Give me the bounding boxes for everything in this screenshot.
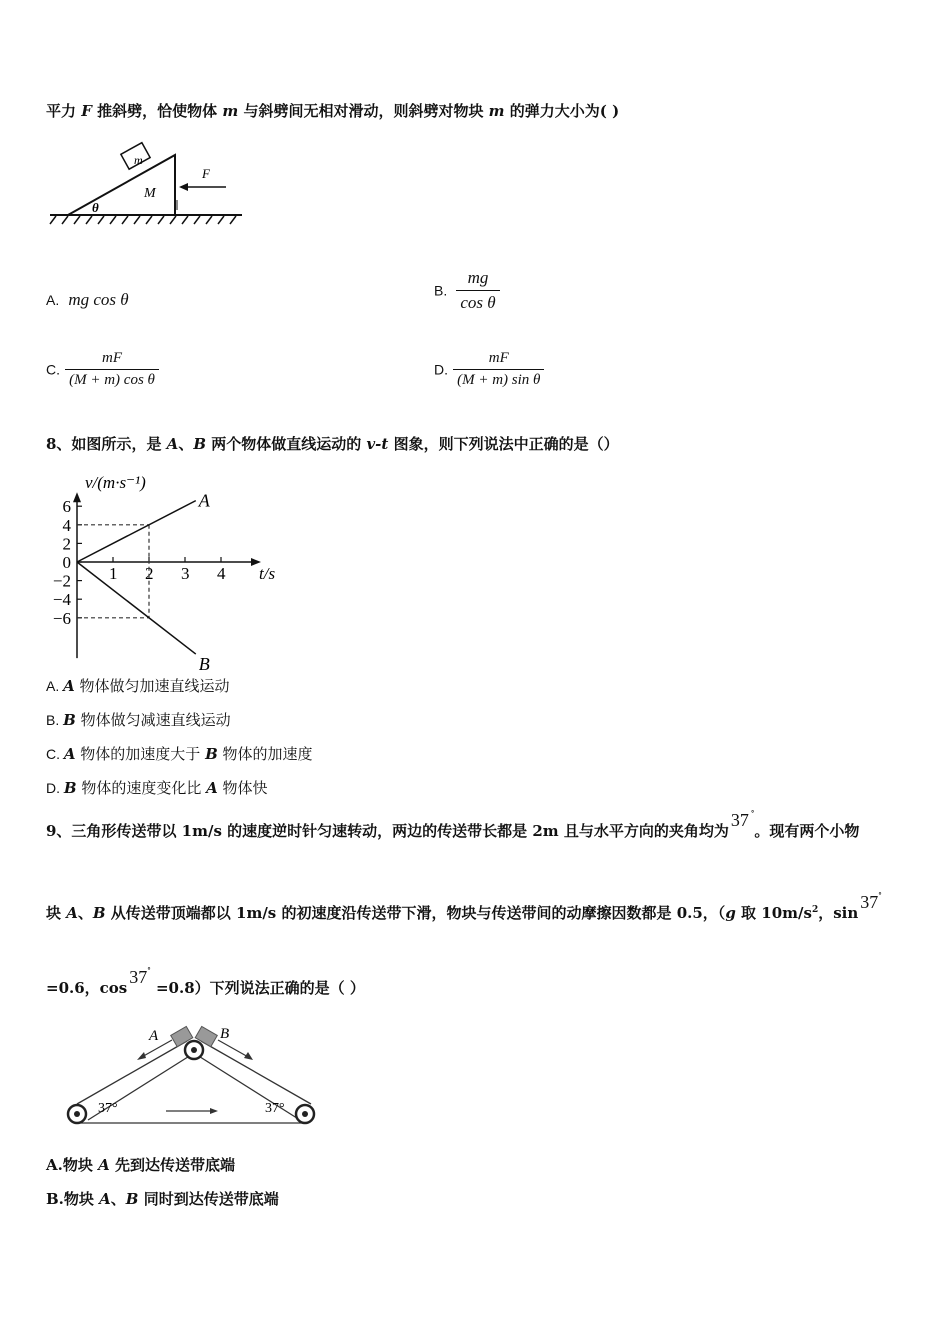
q7-stem-text: 推斜劈，恰使物体 — [91, 102, 223, 120]
option-symbol: B — [63, 711, 76, 729]
pulley-right — [296, 1105, 314, 1123]
q8-stem-text: 图象，则下列说法中正确的是（） — [388, 435, 619, 453]
option-label: D. — [46, 780, 64, 796]
y-tick-label: −2 — [52, 571, 71, 591]
option-symbol: A — [99, 1190, 111, 1208]
q9-stem-line3 — [46, 966, 365, 998]
degree-mark: ° — [750, 809, 755, 818]
label-A: A — [149, 1028, 159, 1044]
q8-option-c[interactable] — [46, 744, 313, 764]
arrow-B — [218, 1040, 250, 1058]
q9-option-a[interactable] — [46, 1155, 235, 1175]
ground-hatch — [50, 216, 236, 224]
option-symbol: B — [63, 779, 77, 797]
x-axis-label: t/s — [259, 564, 276, 583]
q9-option-b[interactable] — [46, 1189, 279, 1209]
fraction-denominator: (M + m) sin θ — [457, 372, 541, 388]
pulley-top — [185, 1041, 203, 1059]
label-F: F — [202, 166, 210, 181]
option-text: 物体的加速度 — [217, 745, 313, 763]
option-symbol: B — [125, 1190, 139, 1208]
option-text: 先到达传送带底端 — [109, 1156, 235, 1174]
y-tick-label: 6 — [62, 497, 71, 517]
x-tick-label: 1 — [109, 564, 118, 583]
option-label: B. — [46, 712, 64, 728]
q7-stem-m: m — [222, 102, 239, 120]
q8-stem — [46, 434, 619, 454]
q8-stem-text: 、 — [178, 435, 194, 453]
arrowhead-B — [244, 1052, 253, 1060]
option-text: 物体的加速度大于 — [75, 745, 206, 763]
q7-stem-text: 与斜劈间无相对滑动，则斜劈对物块 — [238, 102, 489, 120]
q7-option-b[interactable] — [434, 268, 500, 313]
option-d-fraction — [453, 350, 544, 389]
belt-left-upper — [77, 1041, 187, 1104]
q9-stem-g: g — [725, 904, 736, 922]
x-tick-label: 4 — [217, 564, 226, 583]
arrowhead-A — [137, 1052, 146, 1060]
option-text: 物体做匀加速直线运动 — [74, 677, 230, 695]
option-text: 物体快 — [217, 779, 268, 797]
q7-stem-text: 的弹力大小为( ) — [504, 102, 620, 120]
label-B: B — [220, 1026, 230, 1042]
option-label: A. — [46, 1156, 63, 1174]
option-text: 物体做匀减速直线运动 — [75, 711, 231, 729]
label-M: M — [144, 186, 156, 201]
q9-stem-text: =0.6，cos — [46, 979, 128, 997]
q7-incline-figure — [40, 140, 250, 230]
belt-direction-arrowhead — [210, 1108, 218, 1114]
q9-stem-line1 — [46, 809, 860, 841]
fraction-numerator: mF — [65, 350, 159, 370]
q9-stem-text: 取 10m/s — [735, 904, 812, 922]
y-tick-label: 0 — [62, 553, 71, 572]
option-label: C. — [46, 361, 60, 378]
q7-stem-text: 平力 — [46, 102, 82, 120]
q9-stem-A: A — [66, 904, 78, 922]
option-label: B. — [46, 1190, 64, 1208]
q9-conveyor-figure — [60, 1020, 330, 1130]
option-text: 、 — [110, 1190, 126, 1208]
q7-stem — [46, 101, 619, 121]
q7-option-d[interactable] — [434, 350, 544, 389]
y-tick-label: 2 — [62, 534, 71, 554]
q9-stem-text: =0.8）下列说法正确的是（ ） — [150, 979, 365, 997]
option-a-expr: mg cos θ — [68, 290, 129, 309]
option-b-fraction — [456, 268, 499, 313]
q9-stem-B: B — [92, 904, 106, 922]
option-text: 物体的速度变化比 — [76, 779, 207, 797]
series-line-B — [77, 562, 196, 654]
q8-stem-B: B — [193, 435, 207, 453]
q9-stem-text: 从传送带顶端都以 1m/s 的初速度沿传送带下滑，物块与传送带间的动摩擦因数都是 0.5，（ — [105, 904, 726, 922]
option-label: B. — [434, 282, 448, 299]
option-label: C. — [46, 746, 64, 762]
label-theta: θ — [92, 200, 99, 215]
fraction-denominator: (M + m) cos θ — [69, 372, 155, 388]
q8-stem-text: 8、如图所示，是 — [46, 435, 167, 453]
belt-right-upper — [201, 1041, 311, 1104]
q7-option-c[interactable] — [46, 350, 159, 389]
series-line-A — [77, 501, 196, 562]
series-label-A: A — [198, 490, 210, 511]
q9-stem-text: 块 — [46, 904, 67, 922]
force-arrowhead — [179, 183, 188, 191]
q9-stem-text: 、 — [77, 904, 93, 922]
q8-option-d[interactable] — [46, 778, 268, 798]
superscript-2: 2 — [811, 905, 819, 915]
y-axis-arrowhead — [73, 492, 81, 502]
x-tick-label: 2 — [145, 564, 154, 583]
fraction-denominator: cos θ — [460, 293, 496, 312]
q8-option-a[interactable] — [46, 676, 230, 696]
y-tick-label: −6 — [52, 608, 71, 628]
degree-mark: ° — [147, 966, 151, 975]
option-label: A. — [46, 678, 64, 694]
angle-37: 37 — [730, 810, 749, 830]
angle-37: 37 — [129, 967, 148, 987]
option-symbol: A — [63, 677, 75, 695]
degree-mark: ° — [878, 891, 882, 900]
q9-stem-text: 。现有两个小物 — [754, 822, 860, 840]
option-symbol: A — [98, 1156, 110, 1174]
q8-option-b[interactable] — [46, 710, 231, 730]
option-symbol: B — [205, 745, 218, 763]
q8-stem-A: A — [166, 435, 179, 453]
q7-stem-m: m — [488, 102, 505, 120]
angle-label-right: 37° — [265, 1101, 285, 1116]
wedge-M — [68, 155, 175, 215]
pulley-left — [68, 1105, 86, 1123]
q7-option-a[interactable] — [46, 290, 129, 310]
q9-stem-text: 9、三角形传送带以 1m/s 的速度逆时针匀速转动，两边的传送带长都是 2m 且与水平方向的夹角均为 — [46, 822, 729, 840]
angle-37: 37 — [860, 892, 879, 912]
q8-vt-chart — [40, 466, 280, 675]
q8-stem-vt: v-t — [366, 435, 389, 453]
q8-stem-text: 两个物体做直线运动的 — [206, 435, 367, 453]
y-tick-label: 4 — [62, 515, 71, 535]
option-label: A. — [46, 292, 60, 308]
fraction-numerator: mg — [456, 268, 499, 291]
option-symbol: A — [206, 779, 218, 797]
series-label-B: B — [198, 654, 210, 675]
option-symbol: A — [63, 745, 76, 763]
x-tick-label: 3 — [181, 564, 190, 583]
q9-stem-line2 — [46, 891, 882, 923]
option-text: 同时到达传送带底端 — [138, 1190, 279, 1208]
label-m: m — [134, 153, 143, 167]
option-text: 物块 — [62, 1156, 99, 1174]
y-axis-label: v/(m·s⁻¹) — [85, 473, 146, 492]
q7-stem-F: F — [81, 102, 92, 120]
option-text: 物块 — [63, 1190, 100, 1208]
angle-label-left: 37° — [98, 1101, 118, 1116]
fraction-numerator: mF — [453, 350, 544, 370]
q9-stem-text: ，sin — [818, 904, 859, 922]
option-label: D. — [434, 361, 448, 378]
option-c-fraction — [65, 350, 159, 389]
y-tick-label: −4 — [52, 590, 71, 610]
